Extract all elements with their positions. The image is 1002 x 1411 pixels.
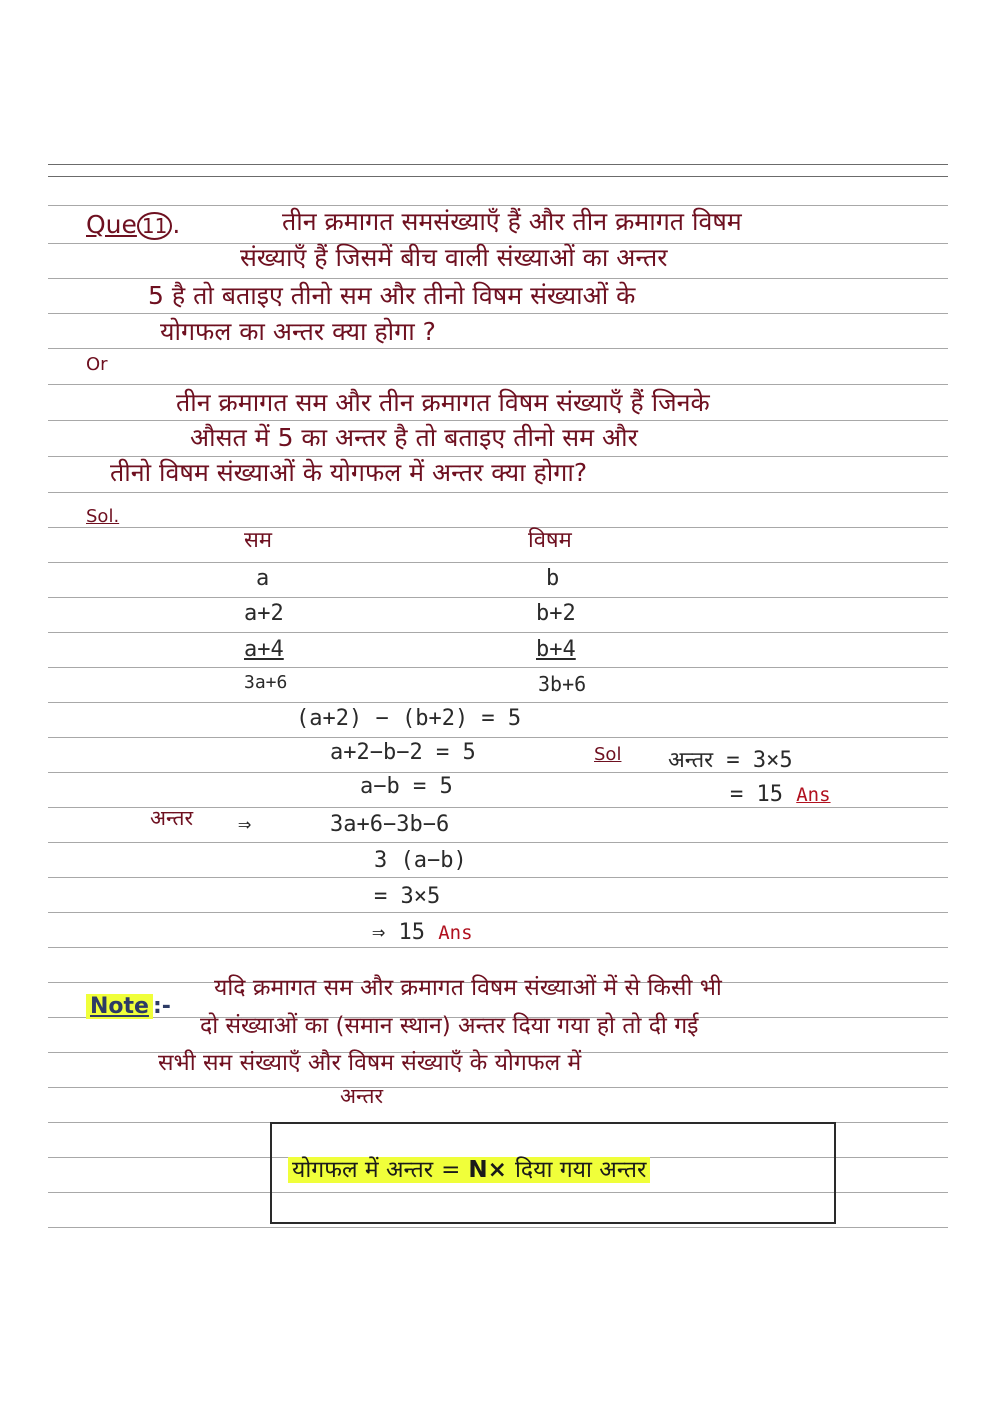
odd-term-2: b+2 bbox=[536, 601, 576, 626]
even-term-2: a+2 bbox=[244, 601, 284, 626]
answer-label: Ans bbox=[438, 922, 473, 944]
ruled-line bbox=[48, 492, 948, 493]
difference-label: अन्तर bbox=[150, 806, 194, 830]
answer-label: Ans bbox=[796, 784, 831, 806]
odd-header: विषम bbox=[528, 528, 572, 553]
formula-lhs: योगफल में अन्तर bbox=[288, 1157, 437, 1183]
ruled-line bbox=[48, 562, 948, 563]
or-line-2: औसत में 5 का अन्तर है तो बताइए तीनो सम और bbox=[190, 423, 638, 452]
ruled-line bbox=[48, 667, 948, 668]
odd-term-1: b bbox=[546, 566, 560, 591]
ruled-line bbox=[48, 348, 948, 349]
question-line-3: 5 है तो बताइए तीनो सम और तीनो विषम संख्याओं के bbox=[148, 281, 636, 310]
even-term-1: a bbox=[256, 566, 270, 591]
ruled-line bbox=[48, 1227, 948, 1228]
note-line-2: दो संख्याओं का (समान स्थान) अन्तर दिया गया हो तो दी गई bbox=[200, 1013, 699, 1039]
formula bbox=[288, 1152, 650, 1184]
even-header: सम bbox=[244, 528, 273, 553]
note-line-1: यदि क्रमागत सम और क्रमागत विषम संख्याओं में से किसी भी bbox=[214, 975, 722, 1001]
step-5: 3 (a−b) bbox=[374, 848, 467, 873]
question-line-1: तीन क्रमागत समसंख्याएँ हैं और तीन क्रमागत विषम bbox=[282, 207, 742, 236]
alt-line-1: अन्तर = 3×5 bbox=[668, 748, 793, 773]
ruled-line bbox=[48, 702, 948, 703]
alt-line-2: = 15 Ans bbox=[730, 782, 831, 807]
page-top-rule bbox=[48, 176, 948, 177]
question-label: Que 11 . bbox=[86, 210, 181, 239]
question-line-4: योगफल का अन्तर क्या होगा ? bbox=[160, 317, 436, 346]
or-line-1: तीन क्रमागत सम और तीन क्रमागत विषम संख्याएँ हैं जिनके bbox=[176, 388, 710, 417]
note-line-4: अन्तर bbox=[340, 1084, 384, 1108]
note-label: Note :- bbox=[86, 990, 171, 1019]
ruled-line bbox=[48, 632, 948, 633]
or-line-3: तीनो विषम संख्याओं के योगफल में अन्तर क्या होगा? bbox=[110, 458, 588, 487]
question-number: 11 bbox=[137, 212, 172, 240]
ruled-line bbox=[48, 772, 948, 773]
even-sum: 3a+6 bbox=[244, 672, 288, 693]
formula-rhs: दिया गया अन्तर bbox=[511, 1157, 651, 1183]
or-label: Or bbox=[86, 354, 108, 375]
step-2: a+2−b−2 = 5 bbox=[330, 740, 476, 765]
even-term-3: a+4 bbox=[244, 637, 284, 662]
ruled-line bbox=[48, 842, 948, 843]
ruled-line bbox=[48, 527, 948, 528]
ruled-line bbox=[48, 597, 948, 598]
odd-term-3: b+4 bbox=[536, 637, 576, 662]
implies-arrow: ⇒ bbox=[238, 812, 252, 837]
step-1: (a+2) − (b+2) = 5 bbox=[296, 706, 522, 731]
ruled-line bbox=[48, 737, 948, 738]
step-4: 3a+6−3b−6 bbox=[330, 812, 450, 837]
step-6: = 3×5 bbox=[374, 884, 441, 909]
step-7: ⇒ 15 Ans bbox=[372, 920, 473, 945]
formula-n: N× bbox=[464, 1157, 511, 1183]
solution-label: Sol. bbox=[86, 506, 120, 527]
ruled-line bbox=[48, 1087, 948, 1088]
ruled-line bbox=[48, 947, 948, 948]
ruled-line bbox=[48, 912, 948, 913]
ruled-line bbox=[48, 877, 948, 878]
step-3: a−b = 5 bbox=[360, 774, 453, 799]
alt-solution-label: Sol bbox=[594, 744, 622, 765]
odd-sum: 3b+6 bbox=[538, 672, 587, 696]
page-top-rule bbox=[48, 164, 948, 165]
note-line-3: सभी सम संख्याएँ और विषम संख्याएँ के योगफल में bbox=[158, 1050, 582, 1076]
formula-equals: = bbox=[437, 1157, 464, 1183]
question-line-2: संख्याएँ हैं जिसमें बीच वाली संख्याओं का अन्तर bbox=[240, 243, 668, 272]
